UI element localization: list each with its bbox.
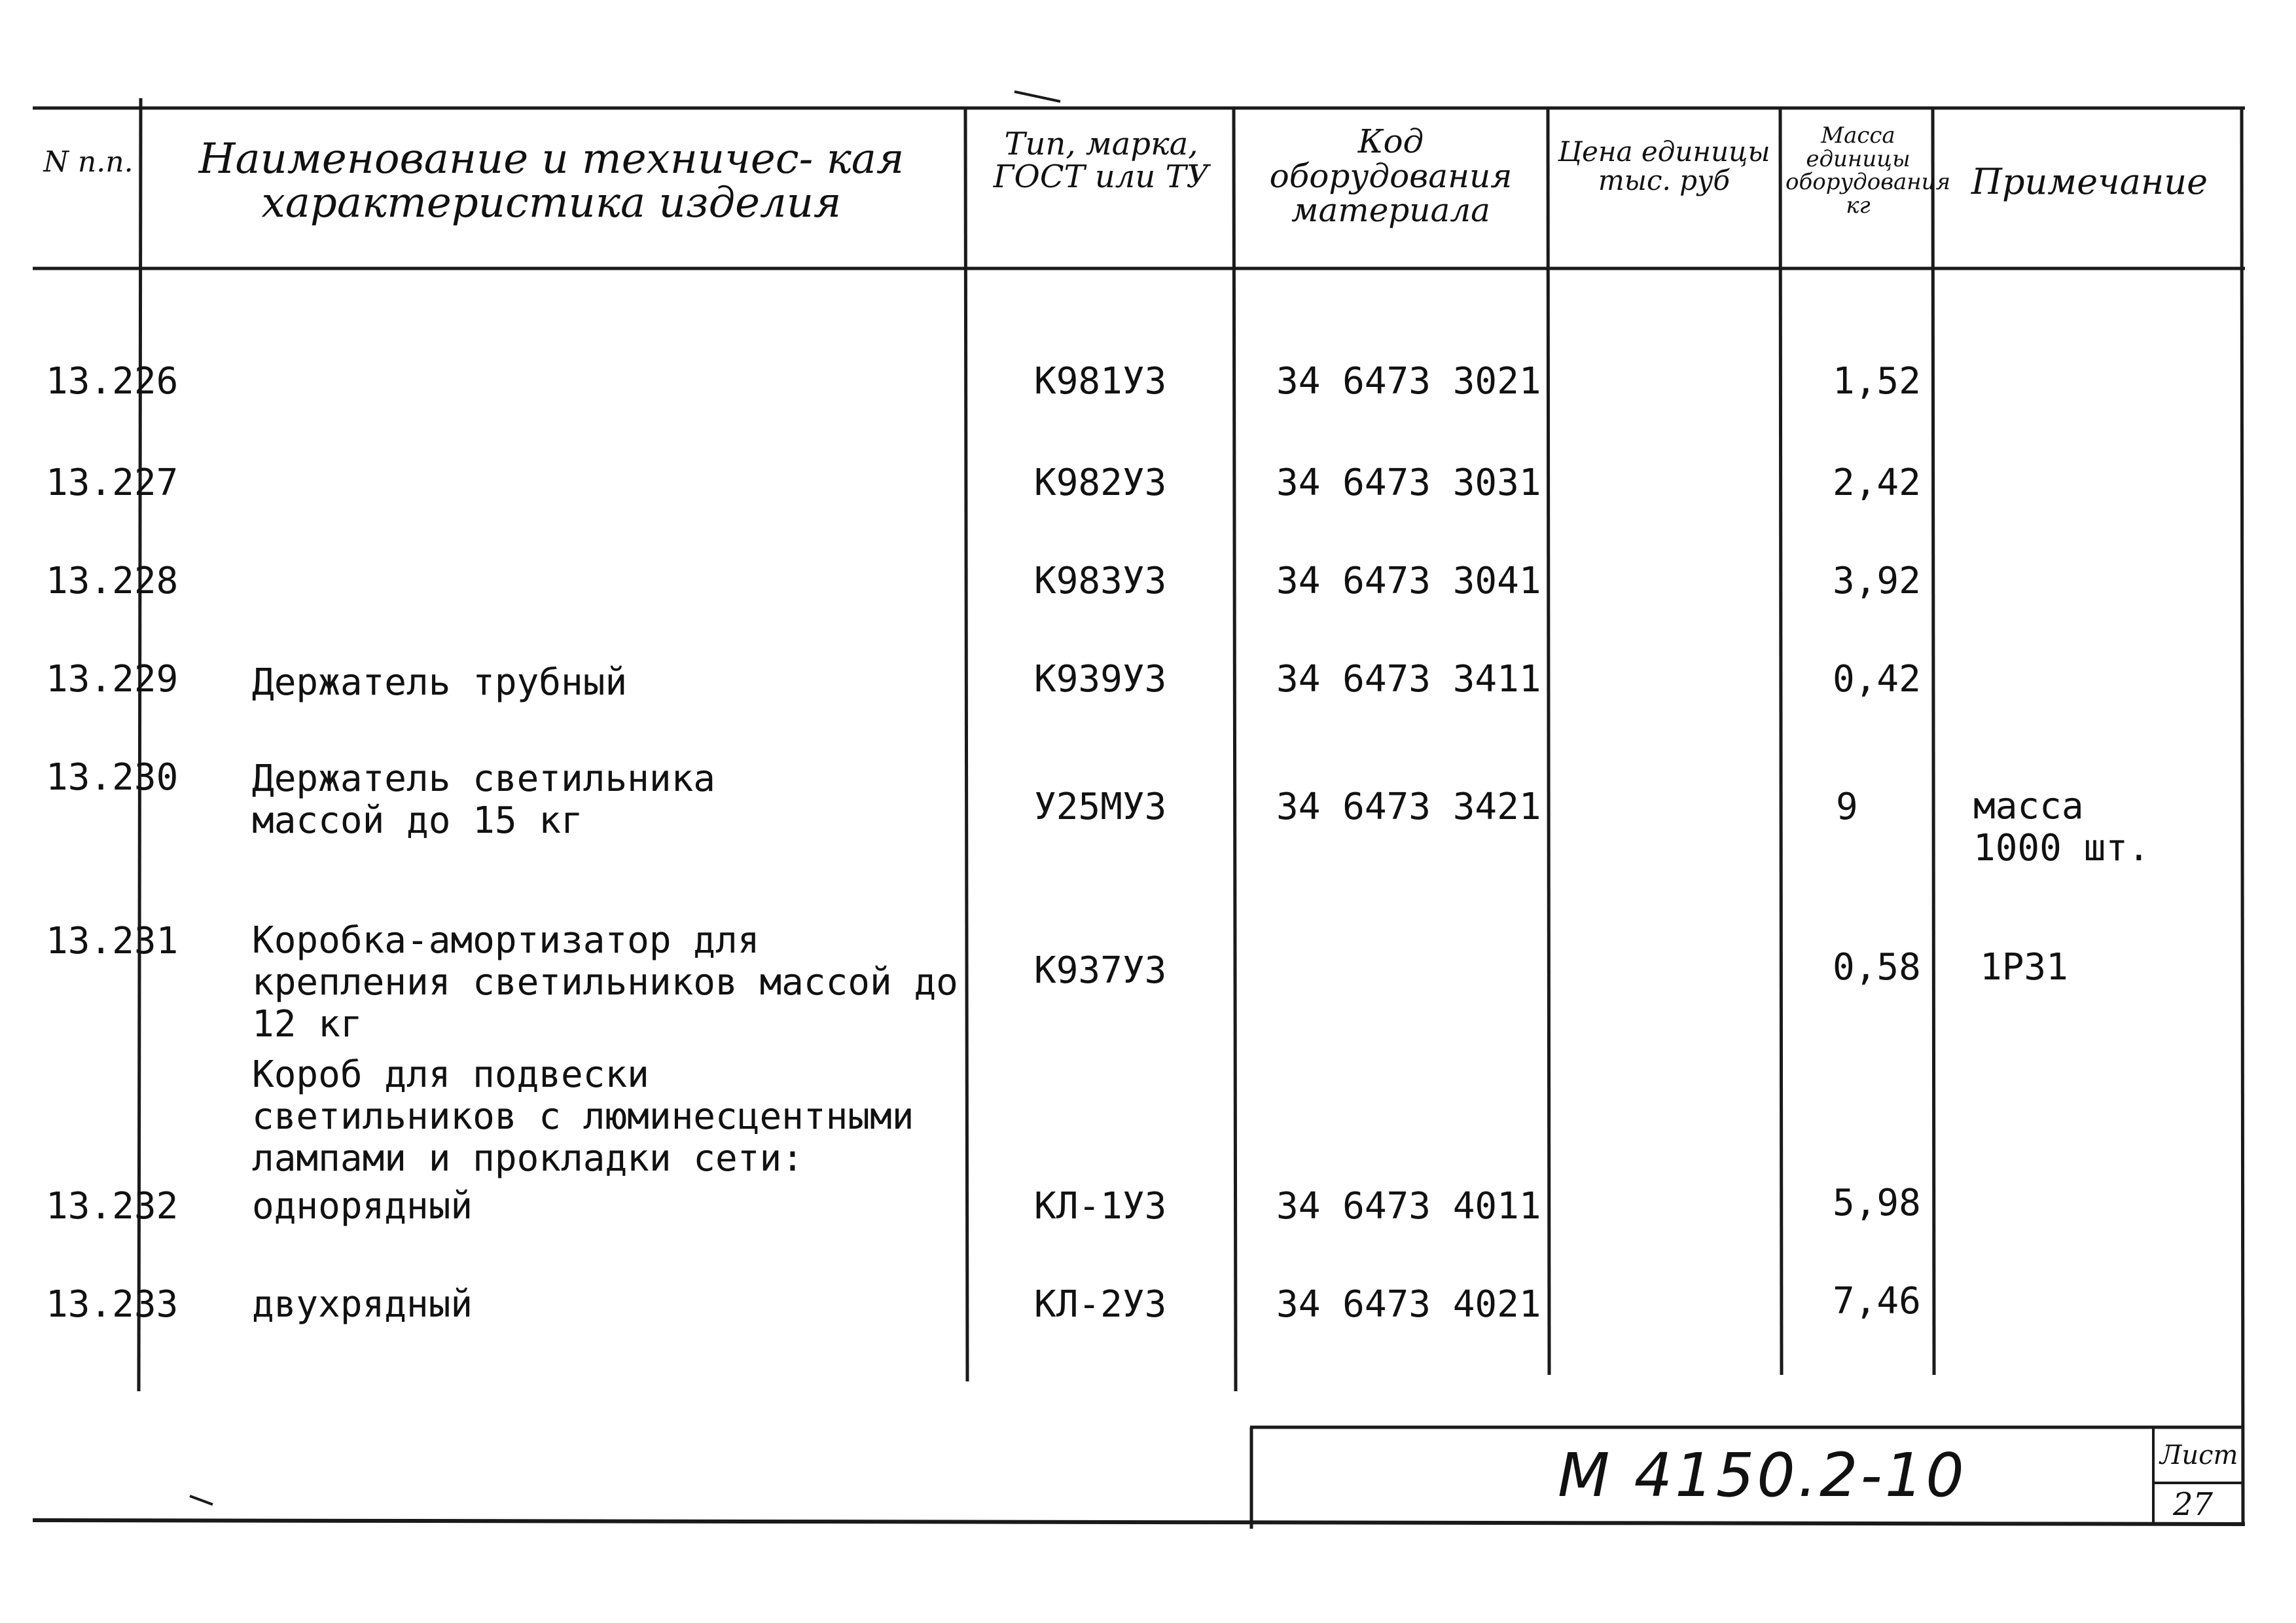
document-code: М 4150.2-10 bbox=[1558, 1440, 1967, 1510]
header-mass bbox=[1785, 122, 1951, 219]
sheet-label: Лист bbox=[2160, 1440, 2238, 1470]
header-type bbox=[975, 128, 1227, 194]
row-num: 13.229 bbox=[46, 658, 179, 701]
header-name bbox=[154, 135, 949, 228]
header-note bbox=[1941, 161, 2238, 202]
row-num: 13.226 bbox=[46, 360, 179, 403]
header-num bbox=[39, 147, 137, 177]
sheet-number: 27 bbox=[2173, 1486, 2214, 1523]
row-num: 13.233 bbox=[46, 1283, 179, 1326]
row-name: однорядный bbox=[252, 1185, 473, 1228]
row-mass: 7,46 bbox=[1833, 1280, 1921, 1322]
row-name: Короб для подвески светильников с люминесцентными лампами и прокладки сети: bbox=[252, 1053, 914, 1180]
row-mass: 0,42 bbox=[1833, 658, 1921, 701]
row-type: К983УЗ bbox=[1034, 560, 1167, 602]
row-name: Держатель трубный bbox=[252, 661, 628, 704]
row-num: 13.232 bbox=[46, 1185, 179, 1228]
header-mass-label: Масса единицы оборудования кг bbox=[1785, 122, 1951, 219]
header-num-label: N п.п. bbox=[43, 145, 134, 179]
row-code: 34 6473 3411 bbox=[1276, 658, 1541, 701]
row-type: У25МУЗ bbox=[1034, 786, 1167, 828]
row-num: 13.228 bbox=[46, 560, 179, 602]
row-type: К939УЗ bbox=[1034, 658, 1167, 701]
header-name-label: Наименование и техничес- кая характеристика изделия bbox=[198, 135, 905, 228]
row-mass: 5,98 bbox=[1833, 1182, 1921, 1224]
header-type-label: Тип, марка, ГОСТ или ТУ bbox=[993, 126, 1210, 196]
header-note-label: Примечание bbox=[1971, 161, 2208, 202]
row-mass: 3,92 bbox=[1833, 560, 1921, 602]
row-num: 13.230 bbox=[46, 756, 179, 799]
header-code bbox=[1240, 124, 1541, 228]
row-note: 1Р31 bbox=[1980, 946, 2068, 989]
row-code: 34 6473 3041 bbox=[1276, 560, 1541, 602]
row-type: К937УЗ bbox=[1034, 949, 1167, 992]
row-type: КЛ-1УЗ bbox=[1034, 1185, 1167, 1228]
row-name: Держатель светильника массой до 15 кг bbox=[252, 757, 716, 842]
row-code: 34 6473 3031 bbox=[1276, 462, 1541, 504]
row-code: 34 6473 4021 bbox=[1276, 1283, 1541, 1326]
row-mass: 0,58 bbox=[1833, 946, 1921, 989]
row-name: двухрядный bbox=[252, 1283, 473, 1326]
row-code: 34 6473 3421 bbox=[1276, 786, 1541, 828]
row-mass: 2,42 bbox=[1833, 462, 1921, 504]
row-num: 13.231 bbox=[46, 920, 179, 962]
header-price bbox=[1554, 137, 1774, 195]
row-code: 34 6473 3021 bbox=[1276, 360, 1541, 403]
header-code-label: Код оборудования материала bbox=[1269, 122, 1513, 229]
row-type: К981УЗ bbox=[1034, 360, 1167, 403]
row-code: 34 6473 4011 bbox=[1276, 1185, 1541, 1228]
row-num: 13.227 bbox=[46, 462, 179, 504]
header-price-label: Цена единицы тыс. руб bbox=[1558, 136, 1770, 197]
row-mass: 1,52 bbox=[1833, 360, 1921, 403]
row-type: КЛ-2УЗ bbox=[1034, 1283, 1167, 1326]
row-type: К982УЗ bbox=[1034, 462, 1167, 504]
row-note: масса 1000 шт. bbox=[1973, 785, 2150, 869]
row-name: Коробка-амортизатор для крепления светильников массой до 12 кг bbox=[252, 919, 958, 1046]
row-mass: 9 bbox=[1836, 786, 1858, 828]
